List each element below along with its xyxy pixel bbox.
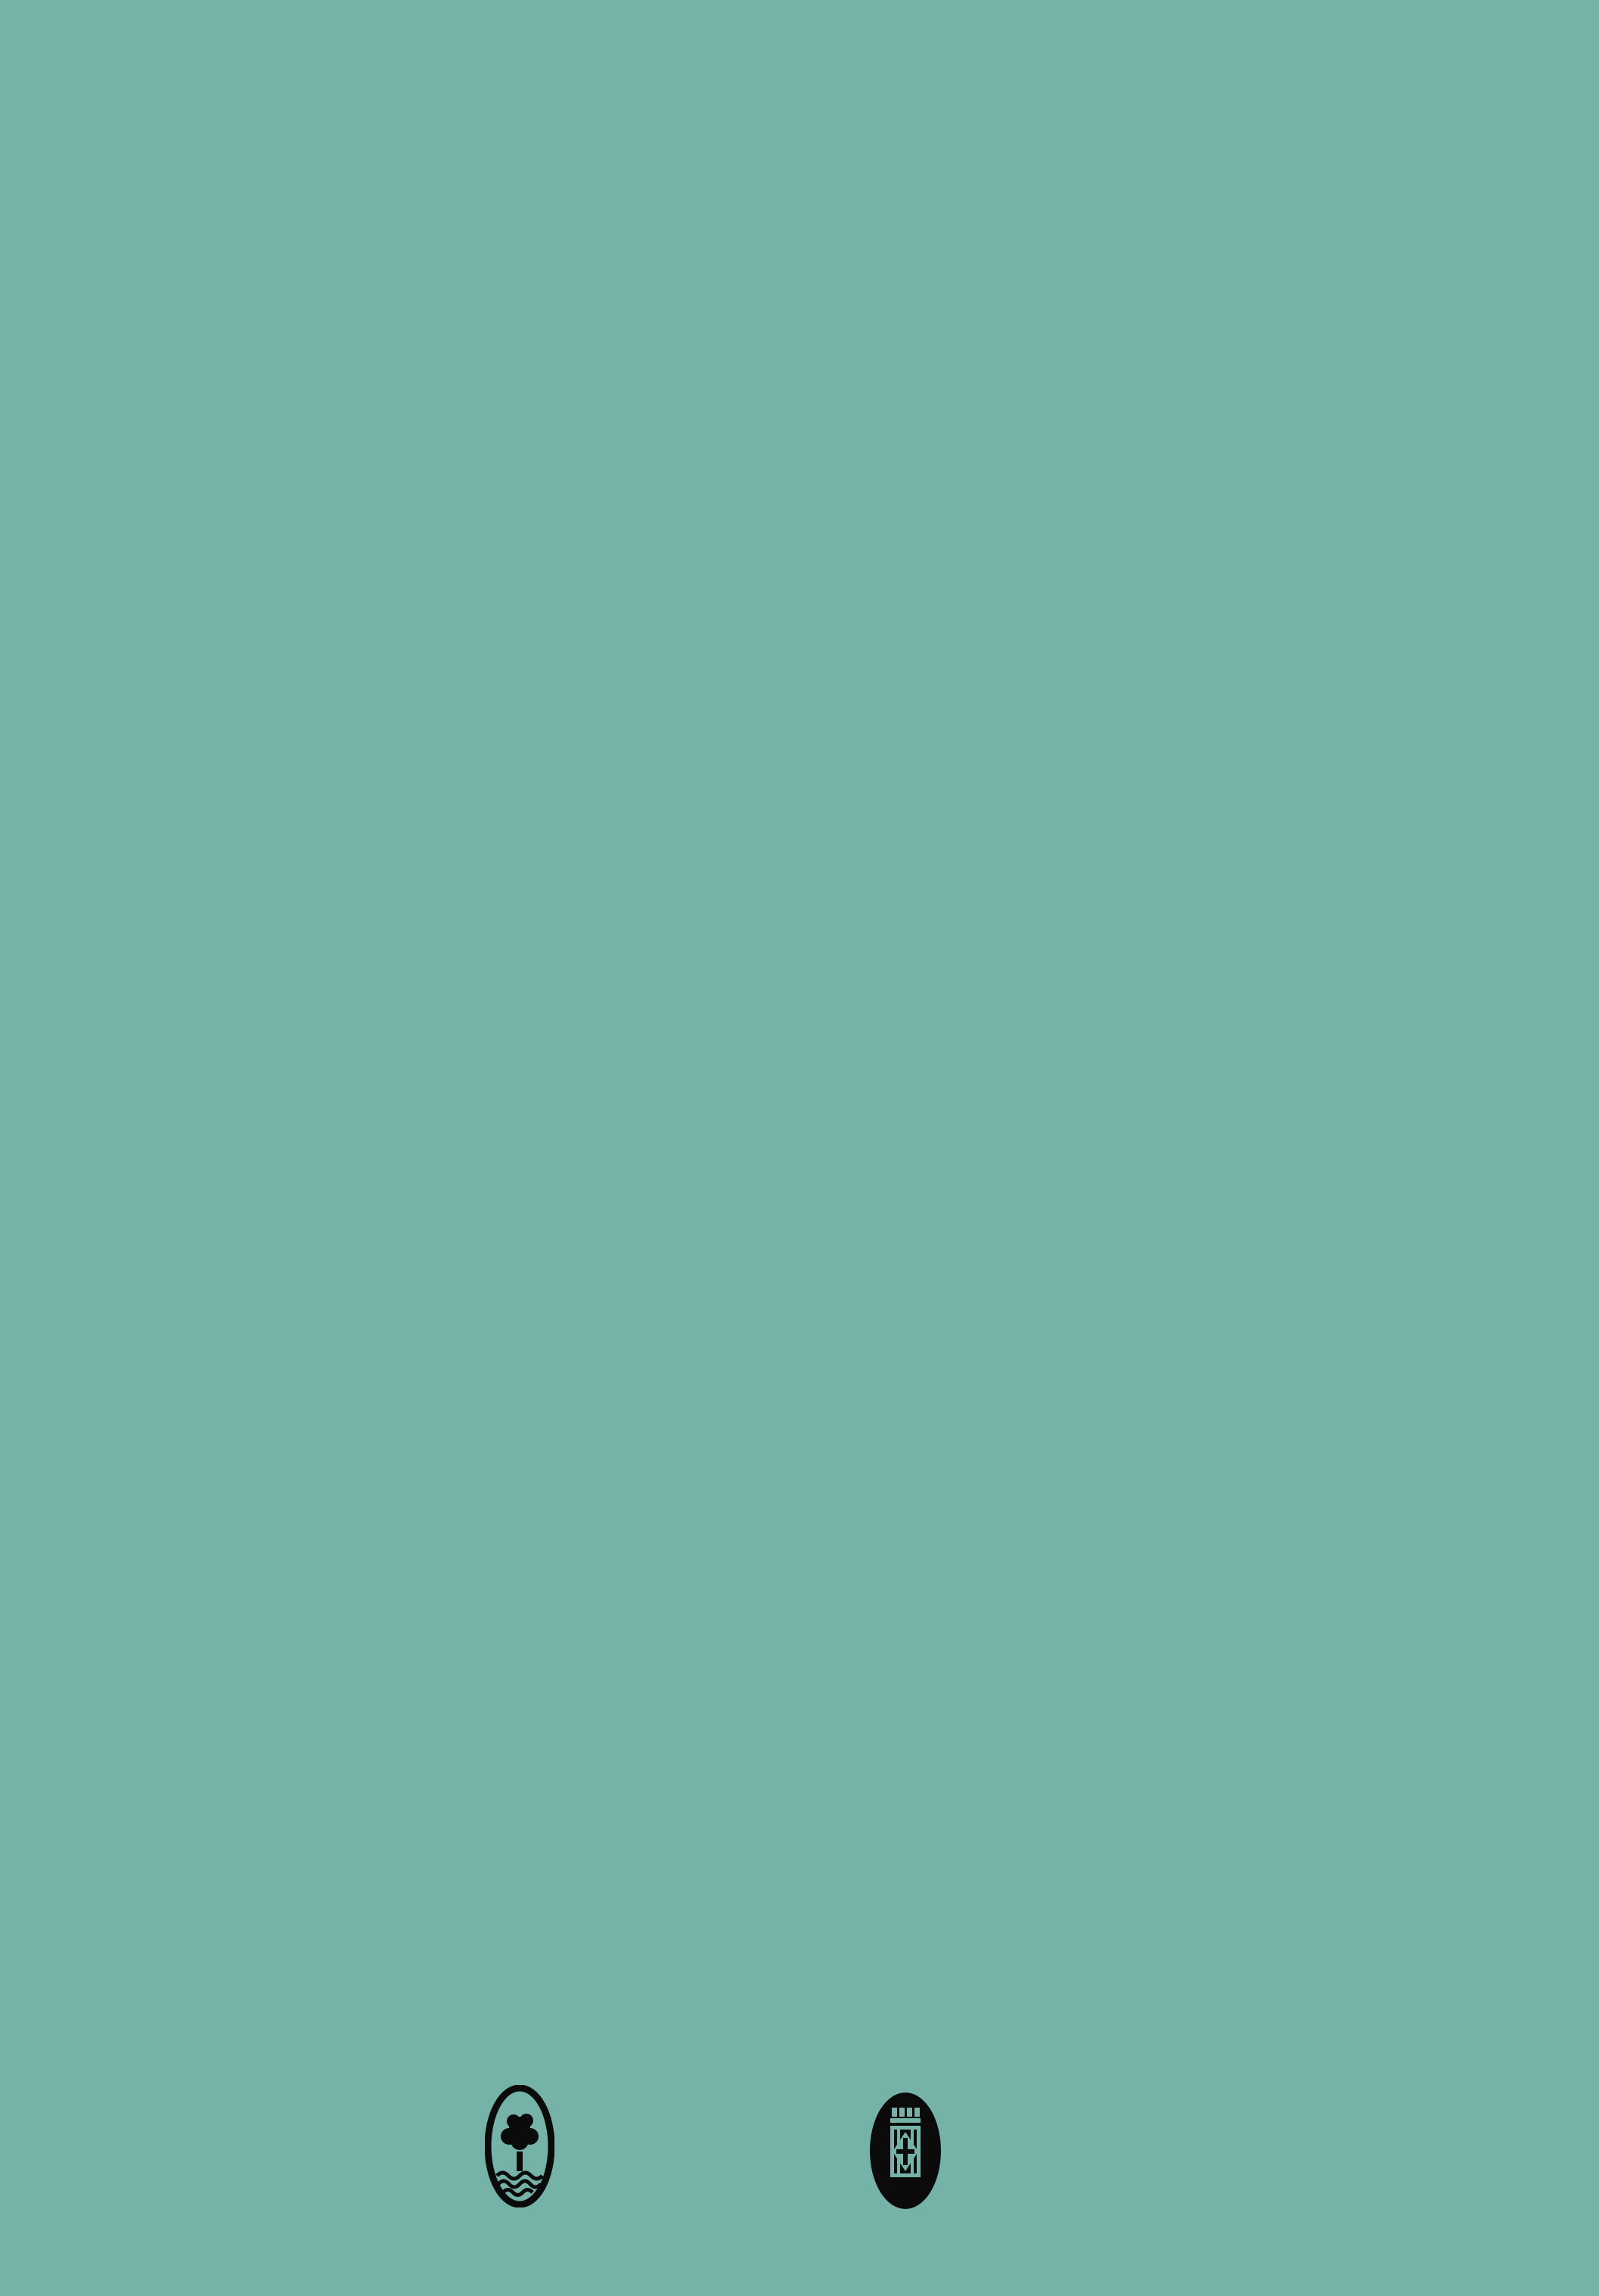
diputacio-seal-icon xyxy=(868,2091,942,2211)
ajuntament-seal-icon xyxy=(485,2085,554,2207)
qr-code xyxy=(1161,1653,1451,1943)
bullet-platform xyxy=(168,1655,183,1709)
bullet-info-points xyxy=(168,1772,183,1826)
credit xyxy=(1534,2156,1570,2270)
